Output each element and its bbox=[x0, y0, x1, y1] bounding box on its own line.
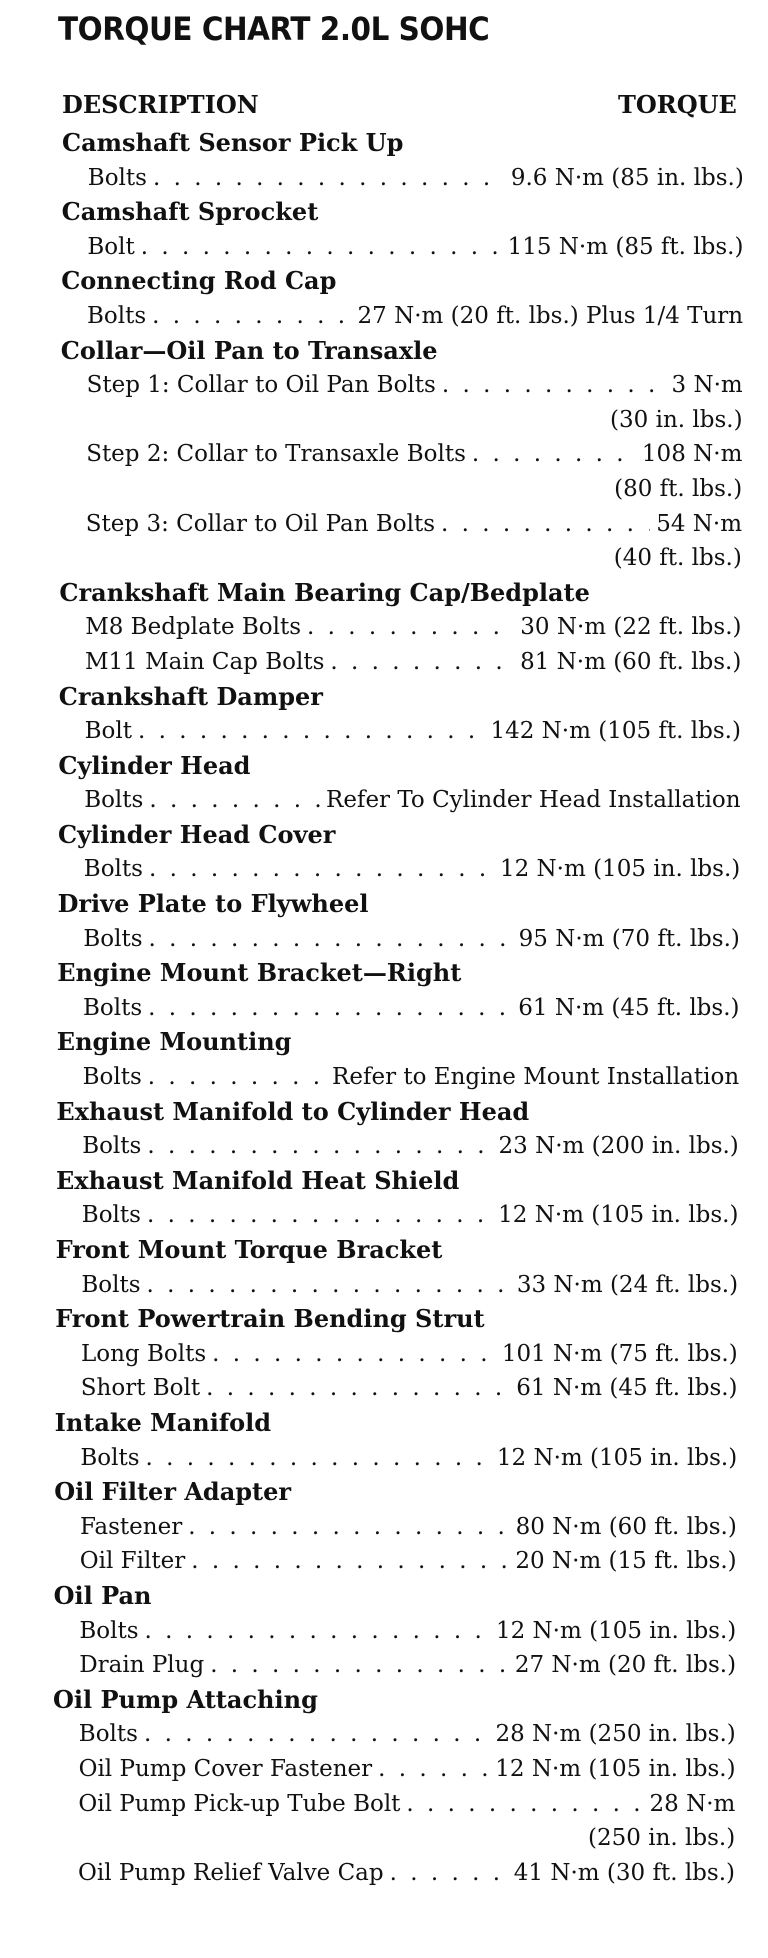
torque-value: 12 N·m (105 in. lbs.) bbox=[496, 1444, 738, 1471]
fastener-label: Oil Pump Cover Fastener bbox=[78, 1755, 373, 1782]
torque-value: 28 N·m bbox=[649, 1790, 736, 1817]
torque-spec-row bbox=[0, 1268, 768, 1303]
fastener-label: Bolts bbox=[84, 787, 144, 814]
dot-leader bbox=[141, 230, 502, 265]
dot-leader bbox=[144, 1717, 490, 1752]
component-name: Intake Manifold bbox=[54, 1407, 272, 1437]
component-heading bbox=[0, 126, 768, 161]
component-heading bbox=[0, 1475, 768, 1510]
component-heading bbox=[0, 195, 768, 230]
component-heading bbox=[0, 1579, 768, 1614]
torque-value-secondary: (80 ft. lbs.) bbox=[614, 475, 743, 502]
dot-leader bbox=[147, 1129, 492, 1164]
dot-leader bbox=[378, 1752, 489, 1787]
dot-leader bbox=[147, 1198, 492, 1233]
component-name: Connecting Rod Cap bbox=[61, 266, 337, 296]
fastener-label: Drain Plug bbox=[79, 1652, 205, 1679]
fastener-label: Bolts bbox=[83, 925, 143, 952]
component-heading bbox=[0, 818, 768, 853]
fastener-label: Oil Filter bbox=[79, 1548, 186, 1575]
fastener-label: Bolts bbox=[78, 1721, 138, 1748]
torque-value: 95 N·m (70 ft. lbs.) bbox=[518, 925, 740, 952]
torque-spec-row bbox=[0, 1371, 768, 1406]
component-name: Camshaft Sprocket bbox=[61, 197, 319, 227]
component-name: Oil Pan bbox=[53, 1580, 152, 1610]
fastener-label: Oil Pump Pick-up Tube Bolt bbox=[78, 1790, 401, 1817]
dot-leader bbox=[206, 1371, 510, 1406]
dot-leader bbox=[148, 1060, 326, 1095]
torque-spec-row bbox=[0, 1337, 768, 1372]
torque-spec-row bbox=[0, 1787, 768, 1822]
component-heading bbox=[0, 576, 768, 611]
torque-value: 61 N·m (45 ft. lbs.) bbox=[518, 994, 740, 1021]
component-heading bbox=[0, 1164, 768, 1199]
component-name: Collar—Oil Pan to Transaxle bbox=[60, 335, 438, 365]
dot-leader bbox=[153, 161, 505, 196]
torque-spec-row bbox=[0, 645, 768, 680]
torque-value: 101 N·m (75 ft. lbs.) bbox=[501, 1340, 738, 1367]
dot-leader bbox=[149, 783, 320, 818]
torque-value-secondary: (250 in. lbs.) bbox=[588, 1825, 736, 1852]
component-name: Exhaust Manifold to Cylinder Head bbox=[56, 1096, 530, 1126]
component-name: Crankshaft Damper bbox=[58, 681, 323, 711]
torque-spec-row bbox=[0, 991, 768, 1026]
torque-value: 3 N·m bbox=[671, 372, 743, 399]
torque-spec-row bbox=[0, 368, 768, 403]
dot-leader bbox=[442, 368, 666, 403]
component-name: Front Powertrain Bending Strut bbox=[55, 1304, 485, 1334]
torque-value: 30 N·m (22 ft. lbs.) bbox=[520, 614, 742, 641]
component-heading bbox=[0, 749, 768, 784]
dot-leader bbox=[330, 645, 514, 680]
component-heading bbox=[0, 1406, 768, 1441]
fastener-label: Bolts bbox=[87, 164, 147, 191]
torque-value-continuation bbox=[0, 472, 768, 507]
component-name: Oil Pump Attaching bbox=[53, 1684, 318, 1714]
component-heading bbox=[0, 956, 768, 991]
dot-leader bbox=[390, 1856, 508, 1891]
fastener-label: Bolts bbox=[87, 302, 147, 329]
component-name: Oil Filter Adapter bbox=[54, 1477, 292, 1507]
fastener-label: Step 1: Collar to Oil Pan Bolts bbox=[86, 372, 436, 399]
dot-leader bbox=[146, 1441, 491, 1476]
column-header-description: DESCRIPTION bbox=[62, 90, 259, 119]
torque-spec-row bbox=[0, 507, 768, 542]
dot-leader bbox=[149, 922, 513, 957]
torque-spec-row bbox=[0, 161, 768, 196]
torque-spec-row bbox=[0, 1648, 768, 1683]
torque-value-continuation bbox=[0, 541, 768, 576]
torque-value: 12 N·m (105 in. lbs.) bbox=[498, 1202, 739, 1229]
torque-value: 20 N·m (15 ft. lbs.) bbox=[515, 1548, 737, 1575]
torque-value: 9.6 N·m (85 in. lbs.) bbox=[510, 164, 744, 191]
torque-value: 28 N·m (250 in. lbs.) bbox=[495, 1721, 736, 1748]
torque-value: Refer to Engine Mount Installation bbox=[332, 1064, 740, 1091]
torque-value: 23 N·m (200 in. lbs.) bbox=[498, 1133, 739, 1160]
fastener-label: Bolt bbox=[84, 718, 132, 745]
component-heading bbox=[0, 887, 768, 922]
component-name: Drive Plate to Flywheel bbox=[57, 889, 369, 919]
torque-spec-row bbox=[0, 437, 768, 472]
component-heading bbox=[0, 1025, 768, 1060]
torque-spec-row bbox=[0, 1510, 768, 1545]
component-name: Front Mount Torque Bracket bbox=[55, 1235, 443, 1264]
torque-spec-row bbox=[0, 1198, 768, 1233]
dot-leader bbox=[472, 437, 636, 472]
component-heading bbox=[0, 1302, 768, 1337]
torque-value: 12 N·m (105 in. lbs.) bbox=[495, 1755, 736, 1782]
torque-value: 108 N·m bbox=[641, 441, 743, 468]
dot-leader bbox=[191, 1544, 509, 1579]
component-name: Engine Mounting bbox=[56, 1027, 292, 1057]
component-name: Engine Mount Bracket—Right bbox=[57, 958, 462, 988]
torque-value: Refer To Cylinder Head Installation bbox=[326, 787, 741, 814]
fastener-label: Step 2: Collar to Transaxle Bolts bbox=[86, 441, 466, 468]
dot-leader bbox=[152, 299, 351, 334]
dot-leader bbox=[307, 610, 514, 645]
fastener-label: Bolts bbox=[81, 1271, 141, 1298]
torque-value: 115 N·m (85 ft. lbs.) bbox=[507, 233, 744, 260]
dot-leader bbox=[188, 1510, 509, 1545]
torque-value: 33 N·m (24 ft. lbs.) bbox=[516, 1271, 739, 1298]
torque-spec-row bbox=[0, 1717, 768, 1752]
torque-spec-row bbox=[0, 1614, 768, 1649]
dot-leader bbox=[145, 1614, 490, 1649]
fastener-label: Bolts bbox=[79, 1617, 139, 1644]
fastener-label: Oil Pump Relief Valve Cap bbox=[78, 1859, 384, 1886]
torque-spec-list bbox=[0, 126, 768, 1890]
component-name: Exhaust Manifold Heat Shield bbox=[56, 1165, 460, 1195]
torque-spec-row bbox=[0, 783, 768, 818]
torque-value: 61 N·m (45 ft. lbs.) bbox=[516, 1375, 738, 1402]
torque-value: 12 N·m (105 in. lbs.) bbox=[499, 856, 741, 883]
fastener-label: M8 Bedplate Bolts bbox=[85, 614, 302, 641]
torque-value-secondary: (40 ft. lbs.) bbox=[613, 545, 742, 572]
component-heading bbox=[0, 334, 768, 369]
fastener-label: Bolts bbox=[83, 856, 143, 883]
torque-spec-row bbox=[0, 299, 768, 334]
fastener-label: M11 Main Cap Bolts bbox=[85, 648, 325, 675]
component-heading bbox=[0, 1095, 768, 1130]
torque-value: 27 N·m (20 ft. lbs.) Plus 1/4 Turn bbox=[357, 302, 744, 329]
component-heading bbox=[0, 264, 768, 299]
torque-spec-row bbox=[0, 1129, 768, 1164]
fastener-label: Bolt bbox=[87, 233, 135, 260]
component-name: Cylinder Head Cover bbox=[58, 819, 336, 849]
torque-value: 142 N·m (105 ft. lbs.) bbox=[490, 718, 741, 745]
torque-spec-row bbox=[0, 922, 768, 957]
component-name: Crankshaft Main Bearing Cap/Bedplate bbox=[59, 577, 590, 607]
dot-leader bbox=[147, 1268, 511, 1303]
torque-value: 12 N·m (105 in. lbs.) bbox=[495, 1617, 737, 1644]
fastener-label: Bolts bbox=[81, 1202, 141, 1229]
torque-spec-row bbox=[0, 1060, 768, 1095]
torque-spec-row bbox=[0, 230, 768, 265]
dot-leader bbox=[148, 991, 512, 1026]
component-name: Cylinder Head bbox=[58, 750, 251, 780]
fastener-label: Step 3: Collar to Oil Pan Bolts bbox=[85, 510, 436, 537]
dot-leader bbox=[138, 714, 485, 749]
fastener-label: Bolts bbox=[83, 994, 143, 1021]
torque-spec-row bbox=[0, 852, 768, 887]
torque-value: 27 N·m (20 ft. lbs.) bbox=[514, 1652, 737, 1679]
component-name: Camshaft Sensor Pick Up bbox=[62, 128, 404, 157]
dot-leader bbox=[149, 852, 494, 887]
torque-value-secondary: (30 in. lbs.) bbox=[610, 406, 743, 433]
fastener-label: Long Bolts bbox=[81, 1340, 207, 1367]
dot-leader bbox=[210, 1648, 509, 1683]
torque-value: 81 N·m (60 ft. lbs.) bbox=[520, 648, 742, 675]
torque-spec-row bbox=[0, 1544, 768, 1579]
fastener-label: Bolts bbox=[82, 1133, 142, 1160]
torque-spec-row bbox=[0, 1856, 768, 1891]
dot-leader bbox=[212, 1337, 496, 1372]
component-heading bbox=[0, 680, 768, 715]
torque-value-continuation bbox=[0, 1821, 768, 1856]
torque-spec-row bbox=[0, 1441, 768, 1476]
torque-value: 41 N·m (30 ft. lbs.) bbox=[513, 1859, 735, 1886]
fastener-label: Bolts bbox=[80, 1444, 140, 1471]
torque-value: 80 N·m (60 ft. lbs.) bbox=[515, 1513, 737, 1540]
component-heading bbox=[0, 1683, 768, 1718]
torque-value: 54 N·m bbox=[656, 510, 743, 537]
torque-spec-row bbox=[0, 610, 768, 645]
torque-value-continuation bbox=[0, 403, 768, 438]
component-heading bbox=[0, 1233, 768, 1268]
fastener-label: Bolts bbox=[82, 1064, 142, 1091]
fastener-label: Short Bolt bbox=[80, 1375, 201, 1402]
dot-leader bbox=[406, 1787, 643, 1822]
dot-leader bbox=[441, 507, 650, 542]
torque-spec-row bbox=[0, 714, 768, 749]
page-title: TORQUE CHART 2.0L SOHC bbox=[58, 10, 490, 48]
column-header-torque: TORQUE bbox=[618, 90, 737, 119]
torque-spec-row bbox=[0, 1752, 768, 1787]
fastener-label: Fastener bbox=[80, 1513, 183, 1540]
